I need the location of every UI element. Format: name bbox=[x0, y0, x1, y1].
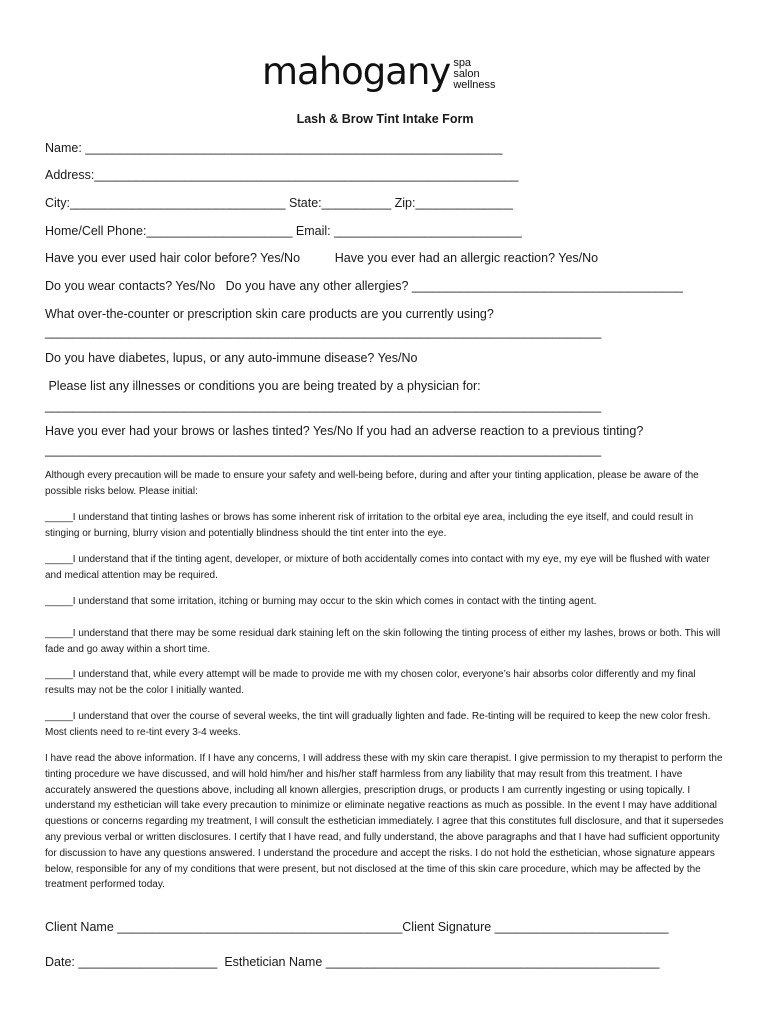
consent-paragraph: I have read the above information. If I have any concerns, I will address these with my skin care therapist. I give permission to my therapist to perform the tinting procedure we have discussed, and will hold him/her and his/her staff harmless from any liability that may result from this treatment. I have accurately answered the questions above, including all known allergies, prescription drugs, or products I am currently ingesting or using topically. I understand my esthetician will take every precaution to minimize or eliminate negative reactions as much as possible. In the event I may have additional questions or concerns regarding my treatment, I will consult the esthetician immediately. I agree that this constitutes full disclosure, and that it supersedes any previous verbal or written disclosures. I certify that I have read, and fully understand, the above paragraphs and that I have had sufficient opportunity for discussion to have any questions answered. I understand the procedure and accept the risks. I do not hold the esthetician, whose signature appears below, responsible for any of my conditions that were present, but not disclosed at the time of this skin care procedure, which may be affected by the treatment performed today. bbox=[45, 753, 724, 891]
hair-color-question: Have you ever used hair color before? Yes/No Have you ever had an allergic reaction? Yes/No bbox=[45, 251, 599, 265]
risk-item-5: _____I understand that, while every attempt will be made to provide me with my chosen color, everyone’s hair absorbs color differently and my final results may not be the color I initially wanted. bbox=[45, 669, 696, 696]
logo-tag-wellness: wellness bbox=[453, 79, 496, 91]
risk-item-4: _____I understand that there may be some residual dark staining left on the skin following the tinting process of either my lashes, brows or both. This will fade and go away within a short time. bbox=[45, 628, 721, 655]
client-signature-line[interactable]: Client Name _________________________________________Client Signature _________________________ bbox=[45, 920, 669, 934]
diabetes-question: Do you have diabetes, lupus, or any auto-immune disease? Yes/No bbox=[45, 351, 418, 365]
logo-tag-salon: salon bbox=[453, 68, 480, 80]
risk-item-2: _____I understand that if the tinting agent, developer, or mixture of both accidentally comes into contact with my eye, my eye will be flushed with water and medical attention may be required. bbox=[45, 554, 710, 581]
risk-item-6: _____I understand that over the course of several weeks, the tint will gradually lighten and fade. Re-tinting will be required to keep the new color fresh. Most clients need to re-tint every 3-4 weeks. bbox=[45, 711, 711, 738]
address-field[interactable]: Address:_____________________________________________________________ bbox=[45, 168, 519, 182]
contacts-allergies-question[interactable]: Do you wear contacts? Yes/No Do you have any other allergies? _______________________________________ bbox=[45, 279, 684, 293]
city-state-zip-field[interactable]: City:_______________________________ State:__________ Zip:______________ bbox=[45, 196, 513, 210]
skincare-question: What over-the-counter or prescription skin care products are you currently using? bbox=[45, 307, 494, 321]
tinted-answer-line[interactable]: ________________________________________________________________________________ bbox=[45, 443, 602, 457]
tinted-question: Have you ever had your brows or lashes tinted? Yes/No If you had an adverse reaction to a previous tinting? bbox=[45, 424, 644, 438]
risk-item-1: _____I understand that tinting lashes or brows has some inherent risk of irritation to the orbital eye area, including the eye itself, and could result in stinging or burning, blurry vision and potentially blindness should the tint enter into the eye. bbox=[45, 512, 694, 539]
logo-tagline bbox=[453, 58, 495, 91]
logo-tag-spa: spa bbox=[453, 57, 472, 69]
name-field[interactable]: Name: ____________________________________________________________ bbox=[45, 141, 503, 155]
phone-email-field[interactable]: Home/Cell Phone:_____________________ Email: ___________________________ bbox=[45, 224, 522, 238]
date-esthetician-line[interactable]: Date: ____________________ Esthetician Name ________________________________________________ bbox=[45, 955, 660, 969]
form-title: Lash & Brow Tint Intake Form bbox=[296, 112, 474, 126]
intro-paragraph: Although every precaution will be made to ensure your safety and well-being before, during and after your tinting application, please be aware of the possible risks below. Please initial: bbox=[45, 470, 699, 497]
mahogany-logo bbox=[262, 52, 496, 92]
illness-answer-line[interactable]: ________________________________________________________________________________ bbox=[45, 399, 602, 413]
risk-item-3: _____I understand that some irritation, itching or burning may occur to the skin which comes in contact with the tinting agent. bbox=[45, 596, 597, 607]
skincare-answer-line[interactable]: ________________________________________________________________________________ bbox=[45, 325, 602, 339]
illness-question: Please list any illnesses or conditions you are being treated by a physician for: bbox=[45, 379, 481, 393]
logo-wordmark: mahogany bbox=[262, 50, 451, 93]
